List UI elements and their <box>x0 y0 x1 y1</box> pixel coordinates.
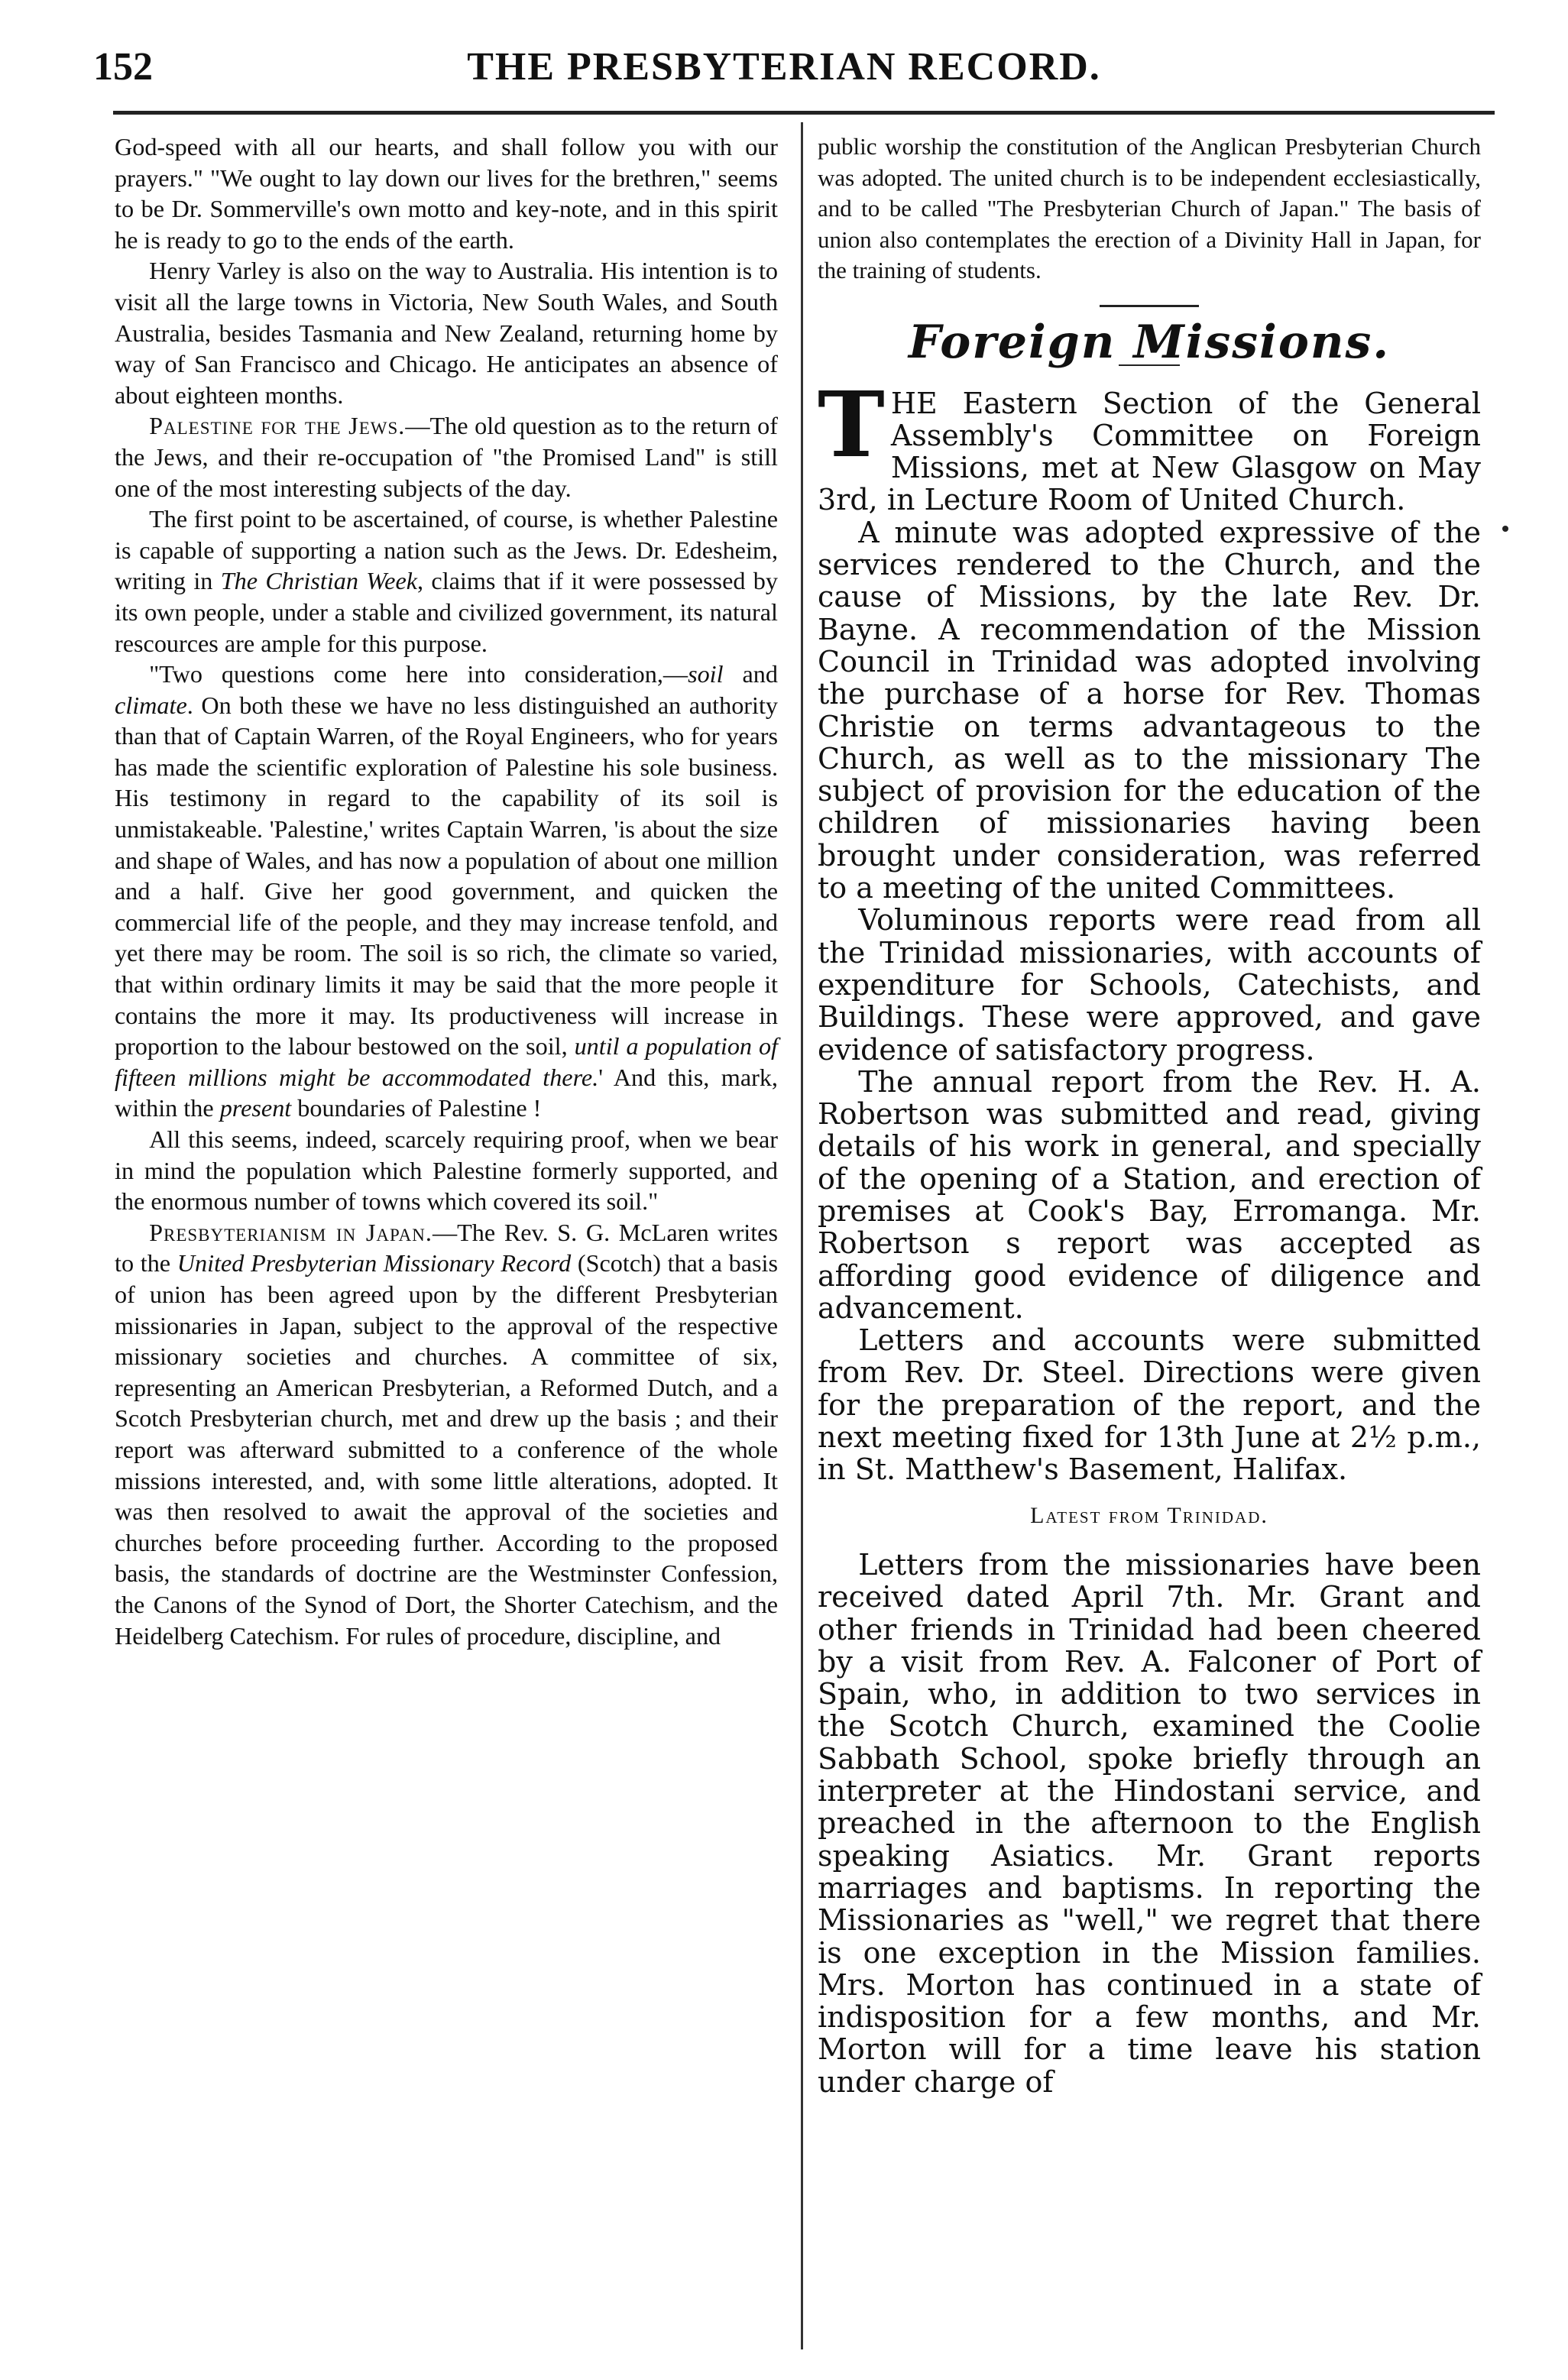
section-separator <box>1100 305 1199 307</box>
paragraph <box>115 659 778 1124</box>
header-rule <box>113 111 1495 115</box>
running-title: THE PRESBYTERIAN RECORD. <box>467 45 1101 89</box>
emphasis: climate <box>115 691 187 719</box>
paragraph: God-speed with all our hearts, and shall follow you with our prayers." "We ought to lay down our lives for the brethren," seems to be Dr. Sommerville's own motto and key-note, and in this spirit he is ready to go to the ends of the earth. <box>115 133 778 254</box>
paragraph: A minute was adopted expressive of the services rendered to the Church, and the cause of Missions, by the late Rev. Dr. Bayne. A recommendation of the Mission Council in Trinidad was adopted involving the purchase of a horse for Rev. Thomas Christie on terms advantageous to the Church, as well as to the missionary The subject of provision for the education of the children of missionaries having been brought under consideration, was referred to a meeting of the united Committees. <box>818 515 1481 905</box>
subheading: Latest from Trinidad. <box>1030 1502 1268 1528</box>
paragraph-text: The first point to be ascertained, of course, is whether Palestine is capable of supporting a nation such as the Jews. Dr. Edesheim, writing in <box>115 505 778 595</box>
foreign-missions-body <box>818 371 1481 2099</box>
emphasis: until a population of fifteen millions might be accommodated there. <box>115 1032 778 1091</box>
paragraph-text: —The old question as to the return of the Jews, and their re-occupation of "the Promised Land" is still one of the most interesting subjects of the day. <box>115 412 778 502</box>
left-column <box>115 131 778 1651</box>
paragraph-text: —The Rev. S. G. McLaren writes to the <box>115 1218 778 1277</box>
paragraph: public worship the constitution of the Anglican Presbyterian Church was adopted. The united church is to be independent ecclesiastically, and to be called "The Presbyterian Church of Japan." The basis of union also contemplates the erection of a Divinity Hall in Japan, for the training of students. <box>818 133 1481 284</box>
paragraph: Letters from the missionaries have been received dated April 7th. Mr. Grant and other friends in Trinidad had been cheered by a visit from Rev. A. Falconer of Port of Spain, who, in addition to two services in the Scotch Church, examined the Coolie Sabbath School, spoke briefly through an interpreter at the Hindostani service, and preached in the afternoon to the English speaking Asiatics. Mr. Grant reports marriages and baptisms. In reporting the Missionaries as "well," we regret that there is one exception in the Mission families. Mrs. Morton has continued in a state of indisposition for a few months, and Mr. Morton will for a time leave his station under charge of <box>818 1547 1481 2099</box>
publication-title: United Presbyterian Missionary Record <box>177 1249 572 1277</box>
section-title: Foreign Missions. <box>908 315 1391 369</box>
paragraph: Letters and accounts were submitted from Rev. Dr. Steel. Directions were given for the preparation of the report, and the next meeting fixed for 13th June at 2½ p.m., in St. Matthew's Basement, Halifax. <box>818 1323 1481 1487</box>
paragraph-text: HE Eastern Section of the General Assembly's Committee on Foreign Missions, met at New Glasgow on May 3rd, in Lecture Room of United Church. <box>818 386 1481 517</box>
paragraph-heading: Presbyterianism in Japan. <box>149 1218 432 1246</box>
page-number: 152 <box>93 45 153 89</box>
paragraph-text: and <box>723 660 778 688</box>
drop-cap: T <box>818 371 885 478</box>
paragraph: The annual report from the Rev. H. A. Robertson was submitted and read, giving details of his work in general, and specially of the opening of a Station, and erection of premises at Cook's Bay, Erromanga. Mr. Robertson s report was accepted as affording good evidence of diligence and advancement. <box>818 1064 1481 1325</box>
emphasis: soil <box>688 660 724 688</box>
paragraph <box>818 371 1481 517</box>
paragraph-text: , claims that if it were possessed by its own people, under a stable and civilized government, its natural rescources are ample for this purpose. <box>115 567 778 657</box>
paragraph <box>115 410 778 504</box>
emphasis: present <box>219 1094 292 1122</box>
paragraph <box>115 1217 778 1651</box>
page-header <box>0 0 1568 115</box>
publication-title: The Christian Week <box>220 567 418 595</box>
paragraph <box>115 504 778 659</box>
paragraph: Henry Varley is also on the way to Australia. His intention is to visit all the large towns in Victoria, New South Wales, and South Australia, besides Tasmania and New Zealand, returning home by way of San Francisco and Chicago. He anticipates an absence of about eighteen months. <box>115 257 778 409</box>
paragraph-text: boundaries of Palestine ! <box>291 1094 542 1122</box>
margin-dot <box>1502 526 1508 532</box>
paragraph-heading: Palestine for the Jews. <box>149 412 406 440</box>
right-column <box>818 131 1481 2098</box>
paragraph-text: "Two questions come here into consideration,— <box>149 660 688 688</box>
paragraph-text: (Scotch) that a basis of union has been agreed upon by the different Presbyterian missionaries in Japan, subject to the approval of the respective missionary societies and churches. A committee of six, representing an American Presbyterian, a Reformed Dutch, and a Scotch Presbyterian church, met and drew up the basis ; and their report was afterward submitted to a conference of the whole missions interested, and, with some little alterations, adopted. It was then resolved to await the approval of the societies and churches before proceeding further. According to the proposed basis, the standards of doctrine are the Westminster Confession, the Canons of the Synod of Dort, the Shorter Catechism, and the Heidelberg Catechism. For rules of procedure, discipline, and <box>115 1249 778 1650</box>
paragraph: All this seems, indeed, scarcely requiring proof, when we bear in mind the population which Palestine formerly supported, and the enormous number of towns which covered its soil." <box>115 1125 778 1216</box>
paragraph-text: ' And this, mark, within the <box>115 1063 778 1122</box>
paragraph-text: . On both these we have no less distinguished an authority than that of Captain Warren, of the Royal Engineers, who for years has made the scientific exploration of Palestine his sole business. His testimony in regard to the capability of its soil is unmistakeable. 'Palestine,' writes Captain Warren, 'is about the size and shape of Wales, and has now a population of about one million and a half. Give her good government, and quicken the commercial life of the people, and they may increase tenfold, and yet there may be room. The soil is so rich, the climate so varied, that within ordinary limits it may be said that the more people it contains the more it may. Its productiveness will increase in proportion to the labour bestowed on the soil, <box>115 691 778 1060</box>
column-divider <box>801 122 803 2349</box>
paragraph: Voluminous reports were read from all the Trinidad missionaries, with accounts of expenditure for Schools, Catechists, and Buildings. These were approved, and gave evidence of satisfactory progress. <box>818 903 1481 1067</box>
